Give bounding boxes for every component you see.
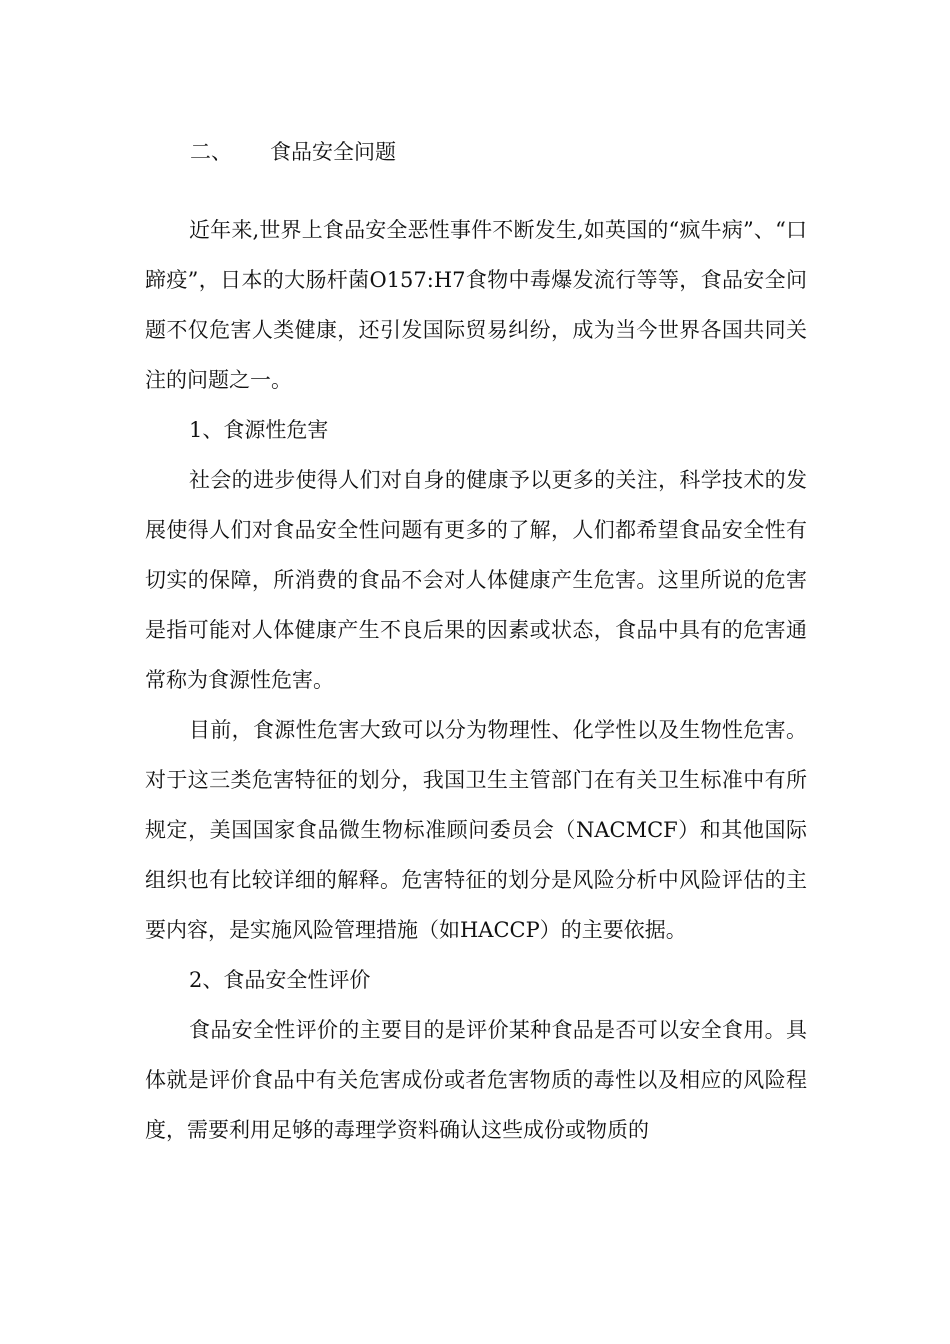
subheading-safety-evaluation: 2、食品安全性评价: [189, 968, 371, 992]
paragraph-safety-evaluation: 食品安全性评价的主要目的是评价某种食品是否可以安全食用。具体就是评价食品中有关危害成份或者危害物质的毒性以及相应的风险程度，需要利用足够的毒理学资料确认这些成份或物质的: [145, 1018, 807, 1142]
body-text: [145, 205, 807, 1155]
paragraph-intro: 近年来,世界上食品安全恶性事件不断发生,如英国的“疯牛病”、“口蹄疫”，日本的大肠杆菌O157:H7食物中毒爆发流行等等，食品安全问题不仅危害人类健康，还引发国际贸易纠纷，成为当今世界各国共同关注的问题之一。: [145, 218, 807, 392]
paragraph-foodborne-hazards: 社会的进步使得人们对自身的健康予以更多的关注，科学技术的发展使得人们对食品安全性问题有更多的了解，人们都希望食品安全性有切实的保障，所消费的食品不会对人体健康产生危害。这里所说的危害是指可能对人体健康产生不良后果的因素或状态，食品中具有的危害通常称为食源性危害。: [145, 468, 807, 692]
section-heading: [190, 134, 396, 170]
section-title: 食品安全问题: [270, 140, 396, 164]
section-number: 二、: [190, 140, 232, 164]
paragraph-hazard-classification: 目前，食源性危害大致可以分为物理性、化学性以及生物性危害。对于这三类危害特征的划分，我国卫生主管部门在有关卫生标准中有所规定，美国国家食品微生物标准顾问委员会（NACMCF）和其他国际组织也有比较详细的解释。危害特征的划分是风险分析中风险评估的主要内容，是实施风险管理措施（如HACCP）的主要依据。: [145, 718, 807, 942]
subheading-foodborne-hazards: 1、食源性危害: [189, 418, 329, 442]
